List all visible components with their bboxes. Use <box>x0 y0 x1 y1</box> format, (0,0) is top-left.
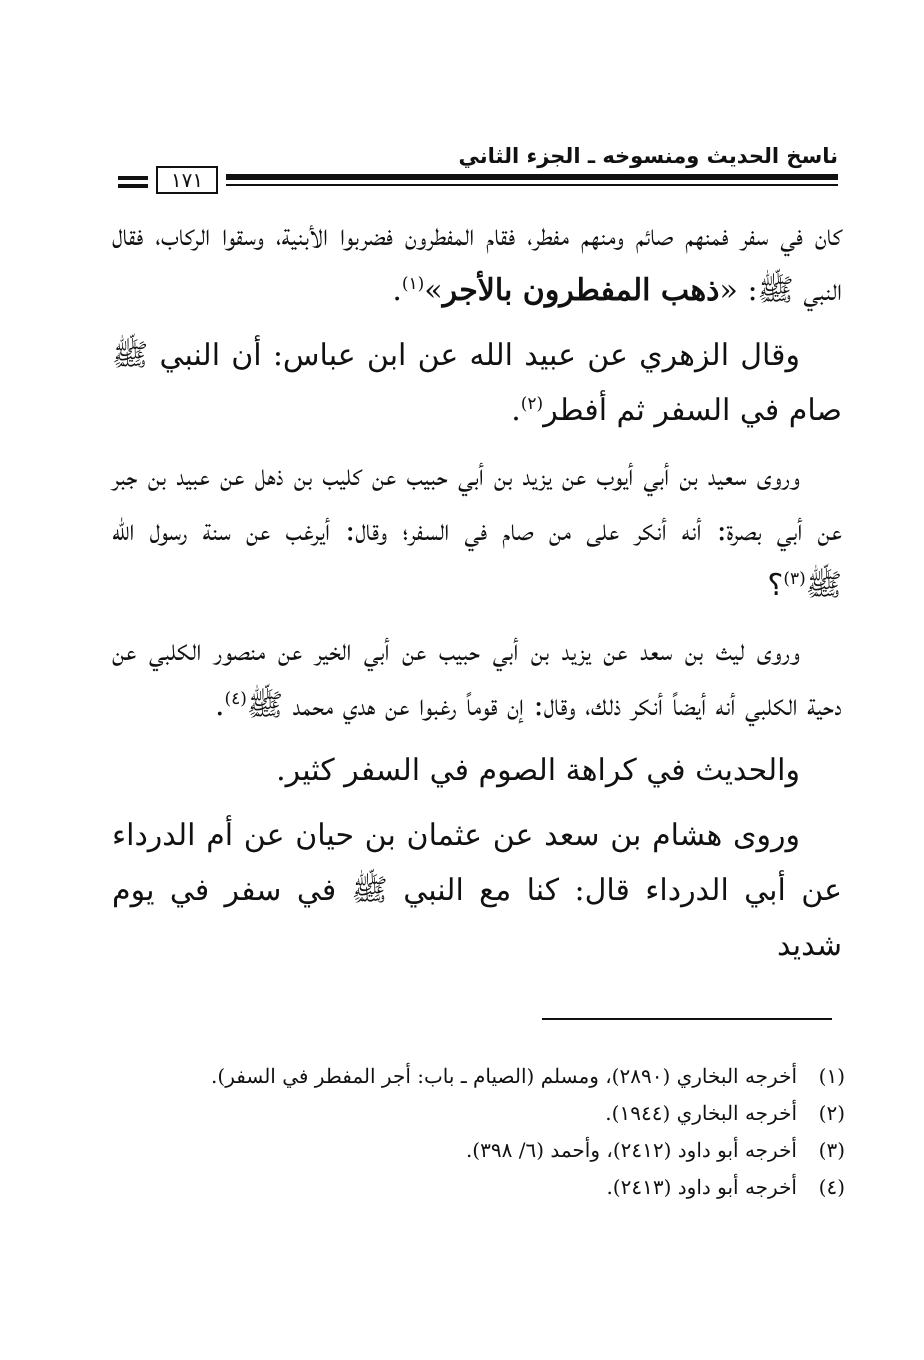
header-rule-left-upper <box>118 176 148 180</box>
footnote-1 <box>110 1058 845 1095</box>
running-header <box>118 140 838 200</box>
footnote-ref-1: (١) <box>401 274 425 294</box>
paragraph-6: وروى هشام بن سعد عن عثمان بن حيان عن أم الدرداء عن أبي الدرداء قال: كنا مع النبي ﷺ في سفر في يوم شديد <box>112 818 842 963</box>
page-number: ١٧١ <box>156 166 218 194</box>
footnote-ref-4: (٤) <box>224 689 247 709</box>
footnote-number: (٢) <box>818 1101 845 1125</box>
footnote-text: أخرجه أبو داود (٢٤١٣). <box>606 1175 797 1199</box>
footnote-text: أخرجه أبو داود (٢٤١٢)، وأحمد (٦/ ٣٩٨). <box>465 1138 797 1162</box>
quoted-hadith: ذهب المفطرون بالأجر <box>442 273 720 308</box>
footnote-ref-3: (٣) <box>783 569 806 589</box>
footnotes <box>110 1058 845 1206</box>
footnote-3 <box>110 1132 845 1169</box>
footnote-number: (٤) <box>818 1175 845 1199</box>
paragraph-5: والحديث في كراهة الصوم في السفر كثير. <box>276 753 800 788</box>
main-text <box>112 208 842 983</box>
footnote-text: أخرجه البخاري (١٩٤٤). <box>605 1101 797 1125</box>
paragraph-3: وروى سعيد بن أبي أيوب عن يزيد بن أبي حبيب عن كليب بن ذهل عن عبيد بن جبر عن أبي بصرة: أنه أنكر على من صام في السفر؛ وقال: أيرغب عن سنة رسول الله ﷺ$^{(٣)}$؟ <box>112 458 842 603</box>
footnote-separator <box>542 1018 832 1020</box>
header-rule-left-lower <box>118 184 148 188</box>
header-rule-thick <box>226 174 838 180</box>
footnote-text: أخرجه البخاري (٢٨٩٠)، ومسلم (الصيام ـ باب: أجر المفطر في السفر). <box>211 1064 797 1088</box>
book-title: ناسخ الحديث ومنسوخه ـ الجزء الثاني <box>458 144 838 168</box>
paragraph-2: وقال الزهري عن عبيد الله عن ابن عباس: أن النبي ﷺ صام في السفر ثم أفطر$^{(٢)}$. <box>112 338 842 428</box>
paragraph-1: كان في سفر فمنهم صائم ومنهم مفطر، فقام المفطرون فضربوا الأبنية، وسقوا الركاب، فقال النبي ﷺ: «ذهب المفطرون بالأجر»$^{(١)}$. <box>112 218 842 308</box>
footnote-2 <box>110 1095 845 1132</box>
footnote-ref-2: (٢) <box>520 394 544 414</box>
footnote-4 <box>110 1169 845 1206</box>
paragraph-4: وروى ليث بن سعد عن يزيد بن أبي حبيب عن أبي الخير عن منصور الكلبي عن دحية الكلبي أنه أيضاً أنكر ذلك، وقال: إن قوماً رغبوا عن هدي محمد ﷺ$^{(٤)}$. <box>112 633 842 723</box>
footnote-number: (٣) <box>818 1138 845 1162</box>
footnote-number: (١) <box>818 1064 845 1088</box>
header-rule-thin <box>226 184 838 186</box>
